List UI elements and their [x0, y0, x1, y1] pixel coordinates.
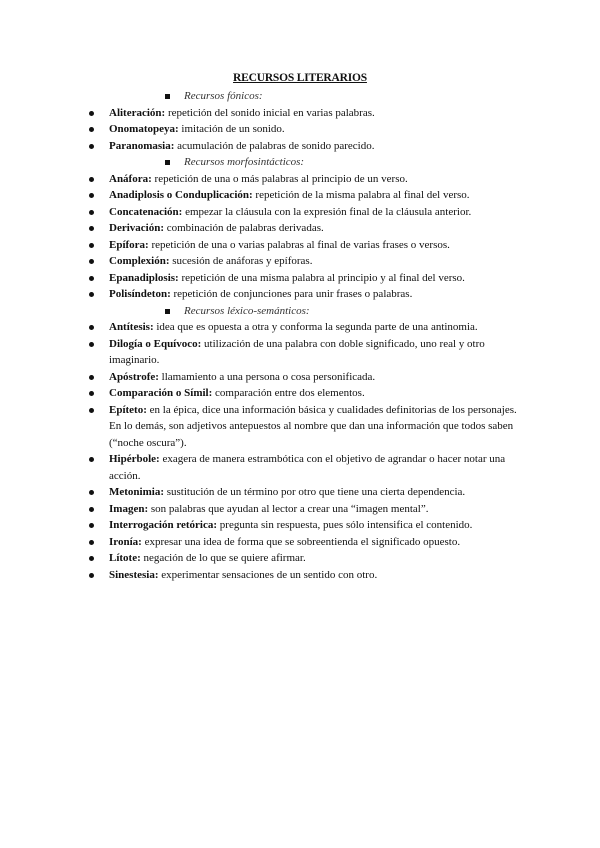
bullet-icon	[89, 226, 94, 231]
list-item	[88, 237, 528, 254]
term-label: Complexión:	[109, 255, 170, 267]
list-item	[88, 501, 528, 518]
term-label: Anadiplosis o Conduplicación:	[109, 189, 253, 201]
term-label: Polisíndeton:	[109, 288, 171, 300]
bullet-icon	[89, 325, 94, 330]
square-bullet-icon	[165, 160, 170, 165]
term-definition: combinación de palabras derivadas.	[166, 222, 324, 234]
list-item	[88, 517, 528, 534]
term-label: Concatenación:	[109, 205, 183, 218]
term-definition: experimentar sensaciones de un sentido con otro.	[161, 568, 378, 581]
bullet-icon	[89, 210, 94, 215]
term-label: Hipérbole:	[109, 453, 160, 465]
term-definition: sucesión de anáforas y epíforas.	[172, 255, 313, 267]
term-label: Epanadiplosis:	[109, 271, 179, 284]
list-item	[88, 204, 528, 221]
term-label: Dilogía o Equívoco:	[109, 337, 202, 350]
bullet-icon	[89, 556, 94, 561]
term-label: Comparación o Símil:	[109, 387, 213, 399]
bullet-icon	[89, 523, 94, 528]
bullet-icon	[89, 243, 94, 248]
term-label: Derivación:	[109, 222, 164, 234]
list-item	[88, 336, 528, 369]
bullet-icon	[89, 144, 94, 149]
term-label: Metonimia:	[109, 486, 164, 498]
bullet-icon	[89, 490, 94, 495]
bullet-icon	[89, 127, 94, 132]
bullet-icon	[89, 540, 94, 545]
bullet-icon	[89, 193, 94, 198]
list-item	[88, 319, 528, 336]
list-item	[88, 550, 528, 567]
bullet-icon	[89, 391, 94, 396]
list-item	[88, 187, 528, 204]
term-label: Apóstrofe:	[109, 370, 159, 383]
term-definition: llamamiento a una persona o cosa personificada.	[161, 370, 376, 383]
list-item	[88, 121, 528, 138]
section-heading-text: Recursos morfosintácticos:	[184, 156, 305, 168]
bullet-icon	[89, 375, 94, 380]
list-item	[88, 385, 528, 402]
list-item	[88, 484, 528, 501]
term-definition: expresar una idea de forma que se sobreentienda el significado opuesto.	[144, 535, 461, 548]
term-label: Anáfora:	[109, 172, 152, 185]
list-item	[88, 105, 528, 122]
bullet-icon	[89, 292, 94, 297]
section-heading-lexico-semanticos	[88, 303, 528, 320]
list-item	[88, 270, 528, 287]
list-item	[88, 138, 528, 155]
square-bullet-icon	[165, 309, 170, 314]
term-label: Aliteración:	[109, 106, 166, 119]
term-definition: negación de lo que se quiere afirmar.	[143, 552, 306, 564]
bullet-icon	[89, 408, 94, 413]
list-item	[88, 286, 528, 303]
term-definition: imitación de un sonido.	[181, 123, 285, 135]
bullet-icon	[89, 177, 94, 182]
term-definition: pregunta sin respuesta, pues sólo intensifica el contenido.	[219, 519, 473, 531]
term-label: Epífora:	[109, 238, 149, 251]
list-item	[88, 369, 528, 386]
square-bullet-icon	[165, 94, 170, 99]
term-definition: repetición de una o más palabras al principio de un verso.	[154, 172, 408, 185]
term-definition: repetición de una misma palabra al principio y al final del verso.	[181, 271, 465, 284]
term-label: Lítote:	[109, 552, 141, 564]
term-definition: repetición del sonido inicial en varias palabras.	[167, 106, 375, 119]
bullet-icon	[89, 457, 94, 462]
term-definition: comparación entre dos elementos.	[215, 387, 365, 399]
term-label: Epíteto:	[109, 403, 147, 416]
list-item	[88, 220, 528, 237]
section-heading-morfosintacticos	[88, 154, 528, 171]
section-heading-text: Recursos léxico-semánticos:	[184, 304, 310, 317]
term-definition: repetición de la misma palabra al final del verso.	[255, 189, 470, 201]
document-title: RECURSOS LITERARIOS	[233, 72, 367, 84]
list-item	[88, 171, 528, 188]
term-label: Paranomasia:	[109, 139, 175, 152]
bullet-icon	[89, 276, 94, 281]
section-heading-text: Recursos fónicos:	[184, 90, 263, 102]
term-label: Ironía:	[109, 535, 142, 548]
term-definition: acumulación de palabras de sonido parecido.	[177, 139, 375, 152]
term-label: Antítesis:	[109, 321, 154, 333]
term-definition: empezar la cláusula con la expresión final de la cláusula anterior.	[185, 205, 472, 218]
term-label: Sinestesia:	[109, 568, 159, 581]
list-item	[88, 451, 528, 484]
term-definition: utilización de una palabra con doble significado, uno real y otro imaginario.	[109, 337, 485, 366]
list-item	[88, 567, 528, 584]
term-label: Onomatopeya:	[109, 123, 179, 135]
term-definition: idea que es opuesta a otra y conforma la segunda parte de una antinomia.	[156, 321, 478, 333]
term-definition: repetición de conjunciones para unir frases o palabras.	[173, 288, 413, 300]
term-definition: sustitución de un término por otro que tiene una cierta dependencia.	[166, 486, 466, 498]
document-content	[88, 88, 528, 583]
term-label: Imagen:	[109, 502, 149, 515]
bullet-icon	[89, 111, 94, 116]
section-heading-fonicos	[88, 88, 528, 105]
term-definition: exagera de manera estrambótica con el objetivo de agrandar o hacer notar una acción.	[109, 453, 506, 482]
term-label: Interrogación retórica:	[109, 519, 218, 531]
bullet-icon	[89, 507, 94, 512]
list-item	[88, 534, 528, 551]
bullet-icon	[89, 573, 94, 578]
list-item	[88, 253, 528, 270]
term-definition: en la épica, dice una información básica y cualidades definitorias de los personajes. En lo demás, son adjetivos antepuestos al nombre que dan una información que todos saben (“noche oscura”).	[109, 403, 517, 449]
bullet-icon	[89, 342, 94, 347]
bullet-icon	[89, 259, 94, 264]
term-definition: son palabras que ayudan al lector a crear una “imagen mental”.	[150, 502, 429, 515]
list-item	[88, 402, 528, 452]
term-definition: repetición de una o varias palabras al final de varias frases o versos.	[151, 238, 450, 251]
